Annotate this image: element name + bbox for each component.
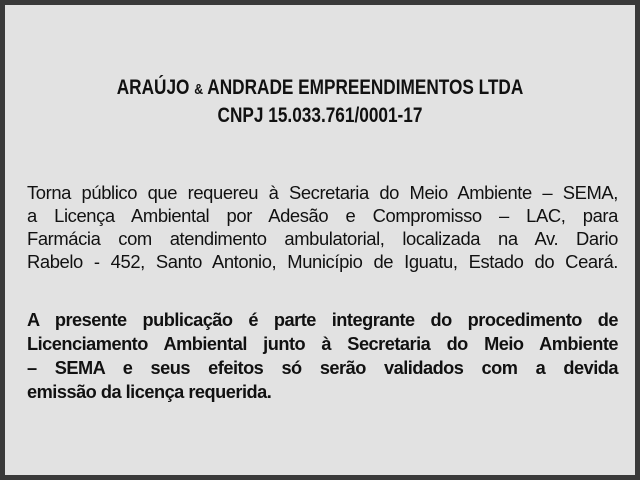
paragraph-2-line: A presente publicação é parte integrante do procedimento de (27, 310, 618, 330)
notice-header (5, 75, 635, 129)
paragraph-1-line: Torna público que requereu à Secretaria do Meio Ambiente – SEMA, (27, 182, 618, 203)
notice-paragraph-2 (27, 308, 618, 404)
paragraph-2-line: emissão da licença requerida. (27, 382, 272, 402)
company-name (62, 75, 579, 103)
paragraph-1-line: Rabelo - 452, Santo Antonio, Município de Iguatu, Estado do Ceará. (27, 251, 618, 272)
paragraph-2-line: – SEMA e seus efeitos só serão validados com a devida (27, 358, 618, 378)
paragraph-1-line: a Licença Ambiental por Adesão e Compromisso – LAC, para (27, 205, 618, 226)
company-name-ampersand: & (194, 81, 204, 98)
company-cnpj: CNPJ 15.033.761/0001-17 (217, 104, 423, 127)
paragraph-1-line: Farmácia com atendimento ambulatorial, localizada na Av. Dario (27, 228, 618, 249)
notice-paragraph-1 (27, 181, 618, 273)
notice-panel (5, 5, 635, 475)
company-name-part1: ARAÚJO (116, 76, 190, 99)
company-name-part2: ANDRADE EMPREENDIMENTOS LTDA (207, 76, 524, 99)
paragraph-2-line: Licenciamento Ambiental junto à Secretaria do Meio Ambiente (27, 334, 618, 354)
